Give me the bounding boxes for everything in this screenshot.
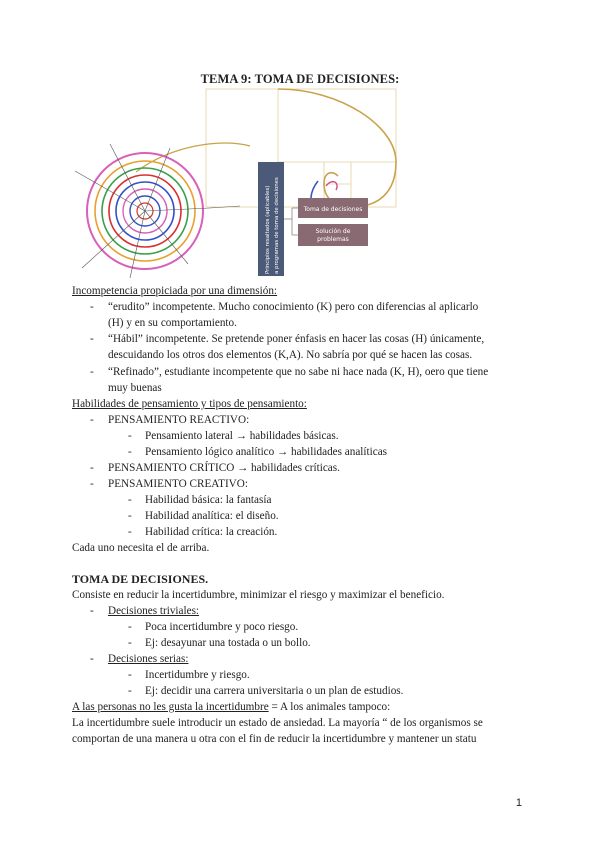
bracket-lines: [284, 208, 298, 235]
principles-label-2: a programas de toma de decisiones: [274, 177, 280, 274]
serious-item-2: Ej: decidir una carrera universitaria o un plan de estudios.: [145, 685, 404, 697]
page-number: 1: [515, 797, 522, 809]
reactive-item-2: Pensamiento lógico analítico → habilidades analíticas: [145, 446, 388, 458]
bullet-dash: -: [128, 526, 132, 538]
bullet-dash: -: [128, 637, 132, 649]
trivial-item-2: Ej: desayunar una tostada o un bollo.: [145, 637, 311, 649]
critical-thinking: PENSAMIENTO CRÍTICO → habilidades críticas.: [108, 462, 340, 474]
problem-solving-label-2: problemas: [317, 236, 349, 243]
radial-lines: [75, 144, 240, 278]
uncertainty-underlined: A las personas no les gusta la incertidumbre: [72, 701, 269, 713]
serious-item-1: Incertidumbre y riesgo.: [145, 669, 250, 681]
skills-heading: Habilidades de pensamiento y tipos de pensamiento:: [72, 398, 307, 410]
bullet-dash: -: [128, 430, 132, 442]
serious-decisions: Decisiones serias:: [108, 653, 189, 665]
paragraph-line-1: La incertidumbre suele introducir un estado de ansiedad. La mayoría “ de los organismos se: [72, 717, 483, 729]
golden-grid: [206, 89, 396, 207]
bullet-dash: -: [128, 510, 132, 522]
creative-item-1: Habilidad básica: la fantasía: [145, 494, 272, 506]
erudite-line-1: “erudito” incompetente. Mucho conocimiento (K) pero con diferencias al aplicarlo: [108, 301, 479, 313]
skilled-line-1: “Hábil” incompetente. Se pretende poner énfasis en hacer las cosas (H) únicamente,: [108, 333, 485, 345]
closing-line: Cada uno necesita el de arriba.: [72, 542, 210, 554]
refined-line-1: “Refinado”, estudiante incompetente que no sabe ni hace nada (K, H), oero que tiene: [108, 366, 489, 378]
bullet-dash: -: [128, 685, 132, 697]
bullet-dash: -: [128, 494, 132, 506]
bullet-dash: -: [90, 605, 94, 617]
bullet-dash: -: [128, 621, 132, 633]
bullet-dash: -: [128, 669, 132, 681]
pink-arc: [326, 182, 337, 190]
uncertainty-line: [72, 699, 390, 715]
trivial-item-1: Poca incertidumbre y poco riesgo.: [145, 621, 299, 633]
bullet-dash: -: [90, 478, 94, 490]
bullet-dash: -: [90, 366, 94, 378]
spiral-figure: [70, 86, 400, 282]
reactive-thinking: PENSAMIENTO REACTIVO:: [108, 414, 250, 426]
connector-curve: [136, 143, 250, 172]
bullet-dash: -: [128, 446, 132, 458]
decisions-intro: Consiste en reducir la incertidumbre, minimizar el riesgo y maximizar el beneficio.: [72, 589, 445, 601]
creative-item-3: Habilidad crítica: la creación.: [145, 526, 278, 538]
creative-thinking: PENSAMIENTO CREATIVO:: [108, 478, 248, 490]
creative-item-2: Habilidad analítica: el diseño.: [145, 510, 279, 522]
skilled-line-2: descuidando los otros dos elementos (K,A). No sabría por qué se hacen las cosas.: [108, 349, 473, 361]
principles-label-1: Principios resaltados (aplicables): [265, 185, 271, 274]
page-title: TEMA 9: TOMA DE DECISIONES:: [200, 72, 400, 86]
decision-box-label: Toma de decisiones: [303, 206, 363, 213]
incompetence-heading: Incompetencia propiciada por una dimensión:: [72, 285, 278, 297]
problem-solving-label-1: Solución de: [315, 228, 351, 235]
uncertainty-rest: = A los animales tampoco:: [268, 701, 391, 713]
bullet-dash: -: [90, 301, 94, 313]
bullet-dash: -: [90, 462, 94, 474]
spiral-diagram: [70, 86, 400, 282]
bullet-dash: -: [90, 414, 94, 426]
bullet-dash: -: [90, 653, 94, 665]
trivial-decisions: Decisiones triviales:: [108, 605, 200, 617]
decisions-heading: TOMA DE DECISIONES.: [72, 572, 209, 586]
reactive-item-1: Pensamiento lateral → habilidades básicas.: [145, 430, 339, 442]
bullet-dash: -: [90, 333, 94, 345]
paragraph-line-2: comportan de una manera u otra con el fin de reducir la incertidumbre y mantener un statu: [72, 733, 477, 745]
erudite-line-2: (H) y en su comportamiento.: [108, 317, 237, 329]
principles-bar: [258, 162, 284, 276]
refined-line-2: muy buenas: [108, 382, 162, 394]
